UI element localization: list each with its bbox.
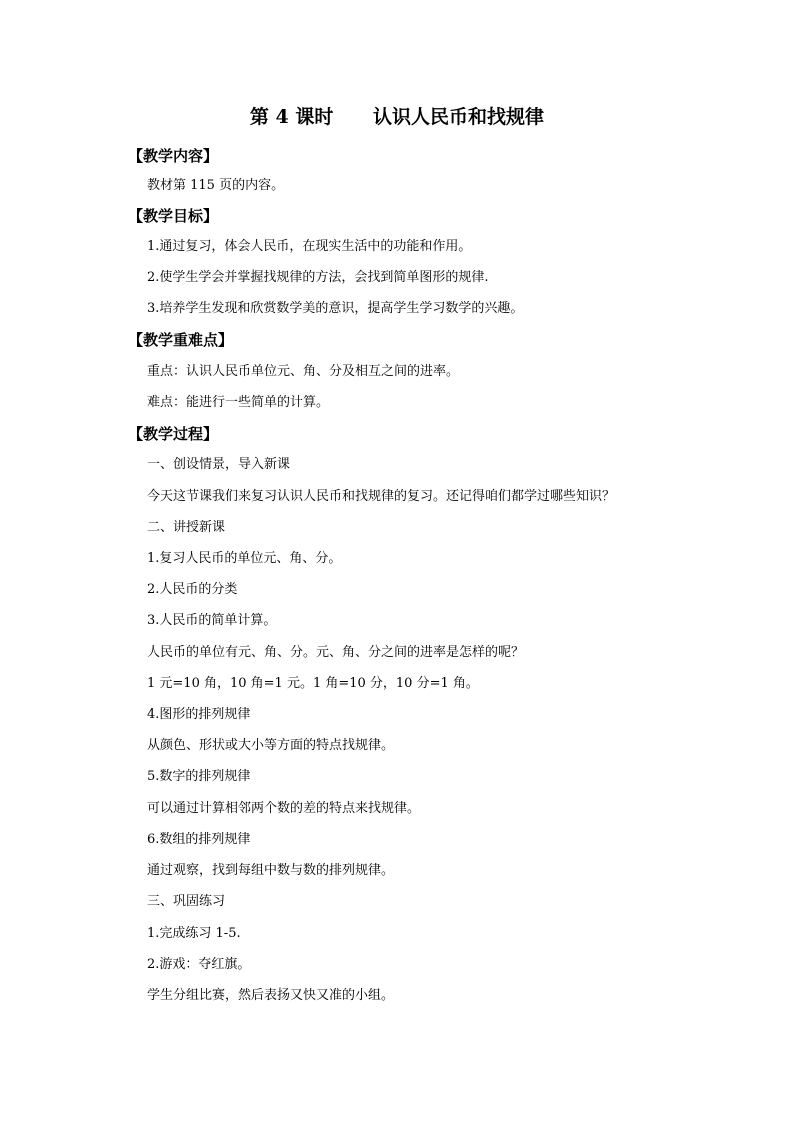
paragraph: 学生分组比赛，然后表扬又快又准的小组。 <box>147 988 395 1003</box>
section-heading-content: 【教学内容】 <box>128 147 219 165</box>
paragraph: 教材第 115 页的内容。 <box>147 178 285 193</box>
paragraph: 5.数字的排列规律 <box>147 769 251 784</box>
paragraph: 从颜色、形状或大小等方面的特点找规律。 <box>147 738 395 753</box>
paragraph: 6.数组的排列规律 <box>147 832 251 847</box>
paragraph: 4.图形的排列规律 <box>147 707 251 722</box>
paragraph: 1.复习人民币的单位元、角、分。 <box>147 551 342 566</box>
section-heading-objectives: 【教学目标】 <box>128 207 219 225</box>
paragraph: 2.游戏：夺红旗。 <box>147 957 251 972</box>
paragraph: 1 元=10 角，10 角=1 元。1 角=10 分，10 分=1 角。 <box>147 676 479 691</box>
paragraph: 三、巩固练习 <box>147 894 226 909</box>
paragraph: 3.培养学生发现和欣赏数学美的意识，提高学生学习数学的兴趣。 <box>147 301 524 316</box>
page-title: 第 4 课时 认识人民币和找规律 <box>249 106 545 128</box>
paragraph: 通过观察，找到每组中数与数的排列规律。 <box>147 863 395 878</box>
paragraph: 一、创设情景，导入新课 <box>147 457 291 472</box>
paragraph: 今天这节课我们来复习认识人民币和找规律的复习。还记得咱们都学过哪些知识？ <box>147 489 616 504</box>
section-heading-process: 【教学过程】 <box>128 425 219 443</box>
paragraph: 难点：能进行一些简单的计算。 <box>147 395 330 410</box>
paragraph: 1.通过复习，体会人民币，在现实生活中的功能和作用。 <box>147 239 472 254</box>
paragraph: 1.完成练习 1-5. <box>147 926 241 941</box>
paragraph: 可以通过计算相邻两个数的差的特点来找规律。 <box>147 801 421 816</box>
paragraph: 重点：认识人民币单位元、角、分及相互之间的进率。 <box>147 364 460 379</box>
paragraph: 人民币的单位有元、角、分。元、角、分之间的进率是怎样的呢？ <box>147 645 525 660</box>
section-heading-key-points: 【教学重难点】 <box>128 331 234 349</box>
paragraph: 2.人民币的分类 <box>147 582 238 597</box>
paragraph: 二、讲授新课 <box>147 520 226 535</box>
paragraph: 3.人民币的简单计算。 <box>147 613 277 628</box>
paragraph: 2.使学生学会并掌握找规律的方法，会找到简单图形的规律. <box>147 270 489 285</box>
